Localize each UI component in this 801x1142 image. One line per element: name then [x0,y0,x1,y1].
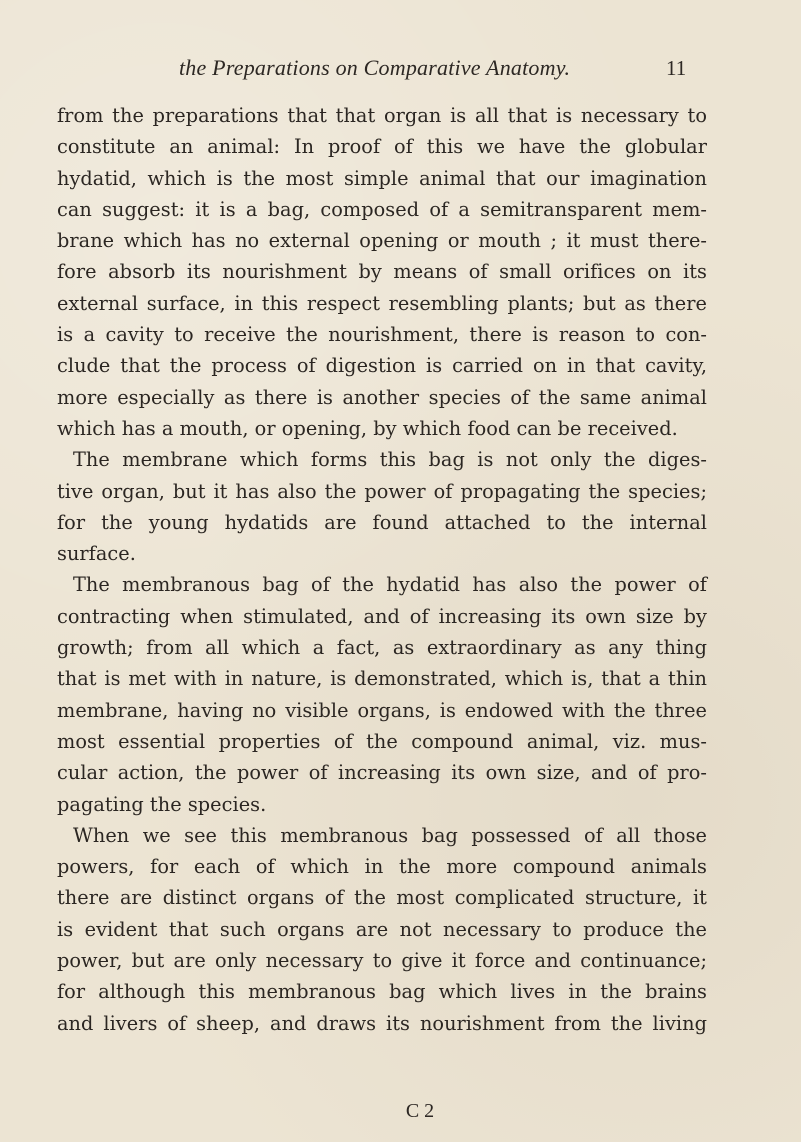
text-line: for although this membranous bag which lives in the brains [57,980,707,1004]
running-title: the Preparations on Comparative Anatomy. [179,55,571,80]
text-line: surface. [57,542,136,566]
text-line: most essential properties of the compound animal, viz. mus- [57,729,707,753]
running-head [0,55,801,89]
text-line: external surface, in this respect resembling plants; but as there [57,291,707,315]
text-line: When we see this membranous bag possessed of all those [73,823,707,847]
text-line: fore absorb its nourishment by means of small orifices on its [57,260,707,284]
text-line: for the young hydatids are found attached to the internal [57,510,707,534]
text-line: The membranous bag of the hydatid has also the power of [73,573,707,597]
text-line: contracting when stimulated, and of increasing its own size by [57,604,707,628]
text-line: there are distinct organs of the most complicated structure, it [57,886,707,910]
text-line: is evident that such organs are not necessary to produce the [57,917,707,941]
text-line: pagating the species. [57,792,267,816]
text-line: membrane, having no visible organs, is endowed with the three [57,698,707,722]
body-text [57,100,707,1039]
text-line: constitute an animal: In proof of this we have the globular [57,135,707,159]
text-line: hydatid, which is the most simple animal that our imagination [57,166,707,190]
text-line: more especially as there is another species of the same animal [57,385,707,409]
text-line: power, but are only necessary to give it force and continuance; [57,949,707,973]
text-line: brane which has no external opening or mouth ; it must there- [57,229,707,253]
text-line: growth; from all which a fact, as extraordinary as any thing [57,636,707,660]
text-line: that is met with in nature, is demonstrated, which is, that a thin [57,667,707,691]
text-line: and livers of sheep, and draws its nourishment from the living [57,1011,707,1035]
page-number: 11 [666,56,687,80]
text-line: cular action, the power of increasing its own size, and of pro- [57,761,707,785]
text-line: can suggest: it is a bag, composed of a semitransparent mem- [57,197,707,221]
text-line: tive organ, but it has also the power of propagating the species; [57,479,707,503]
text-line: is a cavity to receive the nourishment, there is reason to con- [57,323,707,347]
text-line: The membrane which forms this bag is not only the diges- [73,448,707,472]
signature-mark: C 2 [405,1100,435,1122]
text-line: powers, for each of which in the more compound animals [57,855,707,879]
text-line: from the preparations that that organ is all that is necessary to [57,104,707,127]
text-line: clude that the process of digestion is carried on in that cavity, [57,354,707,378]
text-line: which has a mouth, or opening, by which food can be received. [57,416,678,440]
